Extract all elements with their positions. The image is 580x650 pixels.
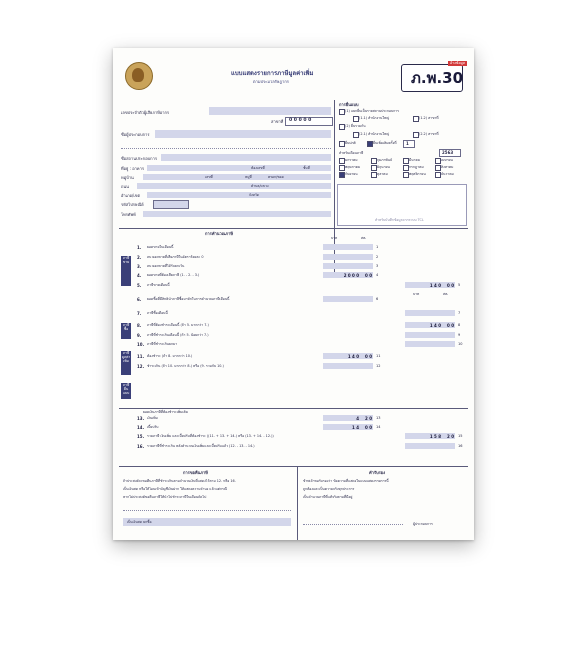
calc-title: การคำนวณภาษี: [205, 231, 233, 236]
calc-amount-satang: 2 0: [365, 416, 372, 421]
calc-row-ref: 1: [376, 245, 379, 249]
field-district: อำเภอ/เขต: [121, 193, 141, 198]
form-subtitle: ตามประมวลรัษฎากร: [253, 79, 289, 84]
month-label: มกราคม: [345, 158, 358, 162]
calc-amount-satang: 0 0: [365, 354, 372, 359]
month-label: ธันวาคม: [441, 172, 454, 176]
additional-count-value: 1: [406, 141, 409, 146]
calc-row-label: ยอดซื้อที่มีสิทธินำภาษีซื้อมาหักในการคำนวณภาษีเดือนนี้: [147, 297, 230, 301]
calc-row-number: 4.: [137, 273, 142, 278]
calc-row-number: 2.: [137, 255, 142, 260]
tax-form-page: [113, 48, 474, 540]
field-postcode: รหัสไปรษณีย์: [121, 202, 144, 207]
calc-amount-field[interactable]: [405, 341, 455, 347]
surcharge-title: ยอดเงินภาษีที่ต้องชำระเพิ่มเติม: [143, 410, 188, 414]
branch-label: สาขาที่: [271, 119, 284, 124]
calc-row-label: รวมภาษี เงินเพิ่ม และเบี้ยปรับที่ต้องชำระ ((11. + 13. + 14.) หรือ (13. + 14. - 12.)): [147, 434, 274, 438]
calc-row-number: 8.: [137, 323, 142, 328]
signer-label: ผู้ประกอบการ: [413, 522, 433, 526]
moo-label: หมู่ที่: [245, 175, 252, 179]
soi-label: ตรอก/ซอย: [268, 175, 284, 179]
calc-row-number: 13.: [137, 416, 145, 421]
calc-amount-baht: 4: [356, 416, 359, 421]
form-code: ภ.พ.30: [411, 69, 464, 87]
system-record-note: สำหรับบันทึกข้อมูลจากระบบ TCL: [375, 218, 424, 222]
refund-text-2: เป็นเงินสด หรือให้โอนเข้าบัญชีเงินฝาก ให้แสดงความจำนง แล้วแต่กรณี: [123, 487, 227, 491]
calc-row-ref: 8: [458, 323, 461, 327]
tax-year-value: 2563: [442, 150, 454, 155]
calc-row-ref: 14: [376, 425, 381, 429]
calc-amount-baht: 2 0 0 0: [343, 273, 359, 278]
calc-row-label: ภาษีขายเดือนนี้: [147, 283, 170, 287]
calc-amount-satang: 0 0: [447, 323, 454, 328]
branch-value: 0 0 0 0 0: [289, 118, 312, 123]
calc-amount-satang: 0 0: [447, 283, 454, 288]
floor-label: ชั้นที่: [303, 166, 310, 170]
calc-row-number: 10.: [137, 342, 145, 347]
subdistrict-label: ตำบล/แขวง: [251, 184, 269, 188]
month-label: กุมภาพันธ์: [377, 158, 393, 162]
field-phone: โทรศัพท์: [121, 212, 136, 217]
calc-row-label: ต้องชำระ (ถ้า 8. มากกว่า 10.): [147, 354, 193, 358]
refund-text-1: ถ้าประสงค์จะขอคืนภาษีที่ชำระเกินตามจำนวนเงินที่แสดงไว้ตาม 12. หรือ 16.: [123, 479, 236, 483]
calc-row-number: 9.: [137, 333, 142, 338]
calc-row-label: ลบ ยอดขายที่เสียภาษีในอัตราร้อยละ 0: [147, 255, 204, 259]
option-separate-label: (1) แยกยื่นเป็นรายสถานประกอบการ: [345, 109, 399, 113]
calc-row-ref: 5: [458, 283, 461, 287]
calc-row-number: 16.: [137, 444, 145, 449]
calc-row-ref: 4: [376, 273, 379, 277]
calc-amount-field[interactable]: [323, 244, 373, 250]
calc-row-label: ยอดขายในเดือนนี้: [147, 245, 174, 249]
calc-row-number: 11.: [137, 354, 145, 359]
calc-row-ref: 11: [376, 354, 381, 358]
calc-amount-satang: 0 0: [365, 273, 372, 278]
calc-row-number: 6.: [137, 297, 142, 302]
calc-row-ref: 3: [376, 264, 379, 268]
calc-amount-satang: 0 0: [365, 425, 372, 430]
month-label: สิงหาคม: [441, 165, 454, 169]
col-satang-header: สต.: [361, 236, 367, 240]
month-label: กันยายน: [345, 172, 358, 176]
calc-amount-baht: 1 4: [352, 425, 359, 430]
month-label: พฤษภาคม: [345, 165, 361, 169]
calc-amount-field[interactable]: [405, 443, 455, 449]
month-label: มิถุนายน: [377, 165, 390, 169]
calc-row-ref: 16: [458, 444, 463, 448]
calc-row-number: 5.: [137, 283, 142, 288]
refund-title: การขอคืนภาษี: [183, 470, 208, 475]
certification-text-3: เป็นจำนวนภาษีที่แท้จริงตามที่มีอยู่: [303, 495, 353, 499]
field-building: ที่อยู่ : อาคาร: [121, 166, 144, 171]
month-label: กรกฎาคม: [409, 165, 424, 169]
calc-row-label: ภาษีที่ต้องชำระเดือนนี้ (ถ้า 5. มากกว่า 7.): [147, 323, 209, 327]
calc-amount-baht: 1 4 0: [429, 283, 441, 288]
room-label: ห้องเลขที่: [251, 166, 265, 170]
calc-row-label: ภาษีที่ชำระเกินเดือนนี้ (ถ้า 5. น้อยกว่า 7.): [147, 333, 209, 337]
tax-id-label: เลขประจำตัวผู้เสียภาษีอากร: [121, 110, 170, 115]
calc-row-ref: 15: [458, 434, 463, 438]
calc-amount-field[interactable]: [323, 296, 373, 302]
field-road: ถนน: [121, 184, 129, 189]
badge: อ้างข้อมูล: [450, 61, 466, 65]
calc-amount-baht: 1 5 8: [429, 434, 441, 439]
calc-row-label: ภาษีซื้อเดือนนี้: [147, 311, 168, 315]
col-baht-header: บาท: [331, 236, 338, 240]
month-label: ตุลาคม: [377, 172, 388, 176]
calc-row-ref: 12: [376, 364, 381, 368]
col-baht-header-right: บาท: [413, 292, 420, 296]
calc-row-ref: 13: [376, 416, 381, 420]
form-title: แบบแสดงรายการภาษีมูลค่าเพิ่ม: [231, 70, 314, 77]
refund-text-3: หากไม่ประสงค์ขอคืนภาษีให้นำไปชำระภาษีในเดือนถัดไป: [123, 495, 207, 499]
calc-amount-field[interactable]: [405, 310, 455, 316]
calc-row-ref: 9: [458, 333, 461, 337]
field-operator-name: ชื่อผู้ประกอบการ: [121, 132, 150, 137]
calc-row-number: 12.: [137, 364, 145, 369]
col-satang-header-right: สต.: [443, 292, 449, 296]
field-establishment: ชื่อสถานประกอบการ: [121, 156, 157, 161]
calc-amount-field[interactable]: [323, 254, 373, 260]
calc-row-ref: 10: [458, 342, 463, 346]
additional-filing-label: ยื่นเพิ่มเติมครั้งที่: [373, 141, 397, 145]
calc-row-label: ภาษีที่ชำระเกินยกมา: [147, 342, 178, 346]
calc-row-number: 1.: [137, 245, 142, 250]
calc-amount-satang: 2 0: [447, 434, 454, 439]
calc-row-number: 3.: [137, 264, 142, 269]
certification-title: คำรับรอง: [369, 470, 386, 475]
calc-row-number: 7.: [137, 311, 142, 316]
option-branch-label: (1.2) สาขาที่: [419, 116, 439, 120]
calc-amount-baht: 1 4 0: [347, 354, 359, 359]
calc-amount-baht: 1 4 0: [429, 323, 441, 328]
month-label: พฤศจิกายน: [409, 172, 426, 176]
province-label: จังหวัด: [249, 193, 259, 197]
option-combined-label: (2) ยื่นรวมกัน: [345, 124, 366, 128]
calc-row-ref: 6: [376, 297, 379, 301]
certification-text-1: ข้าพเจ้าขอรับรองว่า ข้อความที่แสดงในแบบแสดงรายการนี้: [303, 479, 389, 483]
sidebar-input-tax: ภาษีซื้อ: [121, 323, 131, 339]
sidebar-vat: ภาษีมูลค่าเพิ่ม: [121, 351, 131, 375]
calc-amount-field[interactable]: [323, 263, 373, 269]
calc-row-label: เบี้ยปรับ: [147, 425, 159, 429]
calc-amount-field[interactable]: [323, 363, 373, 369]
calc-row-ref: 7: [458, 311, 461, 315]
calc-row-label: รวมภาษีที่ชำระเกิน หลังคำนวณเงินเพิ่มและเบี้ยปรับแล้ว (12. - 13. - 14.): [147, 444, 255, 448]
calc-amount-field[interactable]: [405, 332, 455, 338]
option-combined-hq-label: (2.1) สำนักงานใหญ่: [359, 132, 390, 136]
calc-row-label: ลบ ยอดขายที่ได้รับยกเว้น: [147, 264, 185, 268]
calc-row-label: ชำระเกิน (ถ้า 10. มากกว่า 8.) หรือ (9. รวมกับ 10.): [147, 364, 224, 368]
field-village: หมู่บ้าน: [121, 175, 134, 180]
month-label: มีนาคม: [409, 158, 420, 162]
month-label: เมษายน: [441, 158, 453, 162]
sidebar-payment: ภาษียื่นแบบ: [121, 383, 131, 399]
cash-refund-label: เป็นเงินสด ยกซื้อ: [127, 520, 152, 524]
sidebar-output-tax: ภาษีขาย: [121, 256, 131, 286]
calc-row-label: ยอดขายที่ต้องเสียภาษี (1. - 2. - 3.): [147, 273, 200, 277]
calc-row-number: 15.: [137, 434, 145, 439]
calc-row-ref: 2: [376, 255, 379, 259]
calc-row-number: 14.: [137, 425, 145, 430]
normal-filing-label: ยื่นปกติ: [345, 141, 356, 145]
calc-row-label: เงินเพิ่ม: [147, 416, 158, 420]
number-label: เลขที่: [205, 175, 213, 179]
option-combined-branch-label: (2.2) สาขาที่: [419, 132, 439, 136]
tax-month-label: สำหรับเดือนภาษี: [339, 151, 364, 155]
filing-title: การยื่นแบบ: [339, 102, 359, 107]
certification-text-2: ถูกต้องและเป็นความจริงทุกประการ: [303, 487, 355, 491]
option-hq-label: (1.1) สำนักงานใหญ่: [359, 116, 390, 120]
